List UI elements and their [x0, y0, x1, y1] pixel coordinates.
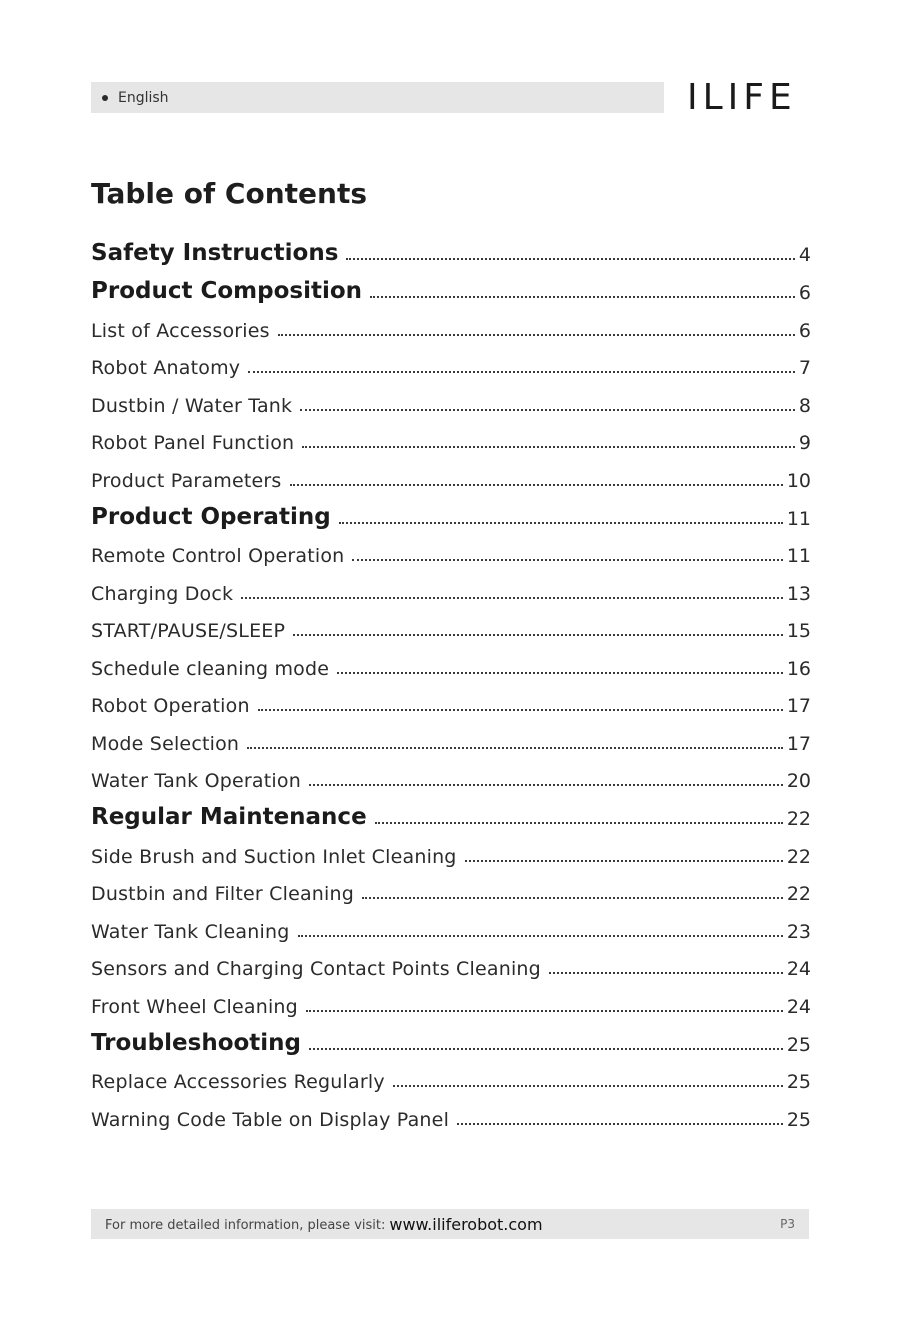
- toc-item[interactable]: [91, 530, 811, 568]
- toc-label: Robot Operation: [91, 695, 250, 717]
- toc-label: Robot Panel Function: [91, 432, 295, 454]
- dot-leader: [337, 672, 783, 674]
- dot-leader: [362, 897, 783, 899]
- toc-item[interactable]: [91, 379, 811, 417]
- dot-leader: [339, 522, 783, 524]
- toc-item[interactable]: [91, 567, 811, 605]
- toc-item[interactable]: [91, 304, 811, 342]
- toc-page-number: 24: [786, 958, 811, 980]
- toc-page-number: 25: [786, 1071, 811, 1093]
- dot-leader: [258, 709, 783, 711]
- toc-item[interactable]: [91, 830, 811, 868]
- dot-leader: [393, 1085, 783, 1087]
- toc-label: Troubleshooting: [91, 1029, 302, 1056]
- brand-logo: ILIFE: [687, 77, 797, 118]
- toc-page-number: 25: [786, 1033, 811, 1056]
- toc-label: Side Brush and Suction Inlet Cleaning: [91, 845, 457, 868]
- dot-leader: [457, 1123, 783, 1125]
- toc-label: Dustbin / Water Tank: [91, 394, 293, 417]
- toc-label: Regular Maintenance: [91, 804, 367, 830]
- toc-page-number: 25: [786, 1108, 811, 1131]
- toc-page-number: 4: [798, 244, 811, 266]
- toc-item[interactable]: [91, 980, 811, 1018]
- toc-page-number: 6: [798, 282, 811, 304]
- toc-label: Dustbin and Filter Cleaning: [91, 883, 355, 905]
- dot-leader: [465, 860, 783, 862]
- toc-label: Robot Anatomy: [91, 357, 241, 379]
- toc-section[interactable]: [91, 492, 811, 530]
- toc-page-number: 6: [798, 319, 811, 342]
- toc-label: Remote Control Operation: [91, 545, 345, 567]
- toc-label: Product Composition: [91, 278, 363, 304]
- dot-leader: [346, 258, 795, 260]
- toc-label: Sensors and Charging Contact Points Cleaning: [91, 958, 541, 980]
- toc-page-number: 16: [786, 657, 811, 680]
- toc-section[interactable]: [91, 228, 811, 266]
- dot-leader: [309, 784, 783, 786]
- toc-item[interactable]: [91, 605, 811, 643]
- toc-page-number: 8: [798, 394, 811, 417]
- dot-leader: [352, 559, 782, 561]
- toc-label: Charging Dock: [91, 582, 234, 605]
- toc-section[interactable]: [91, 792, 811, 830]
- toc-page-number: 15: [786, 620, 811, 642]
- toc-page-number: 17: [786, 695, 811, 717]
- dot-leader: [549, 972, 783, 974]
- toc-label: Product Parameters: [91, 469, 282, 492]
- toc-label: Safety Instructions: [91, 240, 339, 266]
- toc-item[interactable]: [91, 868, 811, 906]
- dot-leader: [241, 597, 783, 599]
- toc-section[interactable]: [91, 1018, 811, 1056]
- toc-item[interactable]: [91, 1093, 811, 1131]
- dot-leader: [370, 296, 795, 298]
- toc-label: Water Tank Operation: [91, 770, 301, 792]
- toc-label: Replace Accessories Regularly: [91, 1071, 385, 1093]
- toc-item[interactable]: [91, 905, 811, 943]
- toc-section[interactable]: [91, 266, 811, 304]
- toc-item[interactable]: [91, 680, 811, 718]
- toc-page-number: 22: [786, 808, 811, 830]
- toc-item[interactable]: [91, 417, 811, 455]
- dot-leader: [293, 634, 783, 636]
- toc-item[interactable]: [91, 642, 811, 680]
- toc-label: List of Accessories: [91, 319, 270, 342]
- toc-label: Front Wheel Cleaning: [91, 995, 298, 1018]
- toc-item[interactable]: [91, 454, 811, 492]
- toc-item[interactable]: [91, 1056, 811, 1094]
- toc-page-number: 23: [786, 920, 811, 943]
- page-title: Table of Contents: [91, 177, 368, 210]
- footer-text: For more detailed information, please visit:: [105, 1217, 386, 1233]
- toc-page-number: 20: [786, 770, 811, 792]
- page-number: P3: [780, 1217, 795, 1231]
- dot-leader: [298, 935, 783, 937]
- toc-label: Water Tank Cleaning: [91, 920, 290, 943]
- toc-item[interactable]: [91, 717, 811, 755]
- toc-page-number: 9: [798, 432, 811, 454]
- dot-leader: [300, 409, 795, 411]
- toc-label: START/PAUSE/SLEEP: [91, 620, 286, 642]
- dot-leader: [290, 484, 783, 486]
- toc-item[interactable]: [91, 943, 811, 981]
- toc-page-number: 24: [786, 995, 811, 1018]
- toc-label: Mode Selection: [91, 732, 240, 755]
- language-label: English: [118, 89, 169, 106]
- toc-page-number: 13: [786, 582, 811, 605]
- dot-leader: [302, 446, 795, 448]
- website-link[interactable]: www.iliferobot.com: [389, 1214, 543, 1234]
- bullet-icon: [102, 95, 108, 101]
- toc-label: Warning Code Table on Display Panel: [91, 1108, 450, 1131]
- toc-label: Product Operating: [91, 503, 331, 530]
- dot-leader: [306, 1010, 783, 1012]
- toc-item[interactable]: [91, 755, 811, 793]
- dot-leader: [247, 747, 783, 749]
- toc-page-number: 11: [786, 545, 811, 567]
- toc-page-number: 17: [786, 732, 811, 755]
- dot-leader: [278, 334, 795, 336]
- table-of-contents: [91, 228, 811, 1131]
- language-bar: [91, 82, 664, 113]
- toc-page-number: 11: [786, 507, 811, 530]
- footer-bar: [91, 1209, 809, 1239]
- dot-leader: [309, 1048, 783, 1050]
- toc-page-number: 22: [786, 845, 811, 868]
- toc-page-number: 22: [786, 883, 811, 905]
- toc-item[interactable]: [91, 342, 811, 380]
- toc-label: Schedule cleaning mode: [91, 657, 330, 680]
- toc-page-number: 7: [798, 357, 811, 379]
- toc-page-number: 10: [786, 469, 811, 492]
- dot-leader: [375, 822, 783, 824]
- dot-leader: [248, 371, 795, 373]
